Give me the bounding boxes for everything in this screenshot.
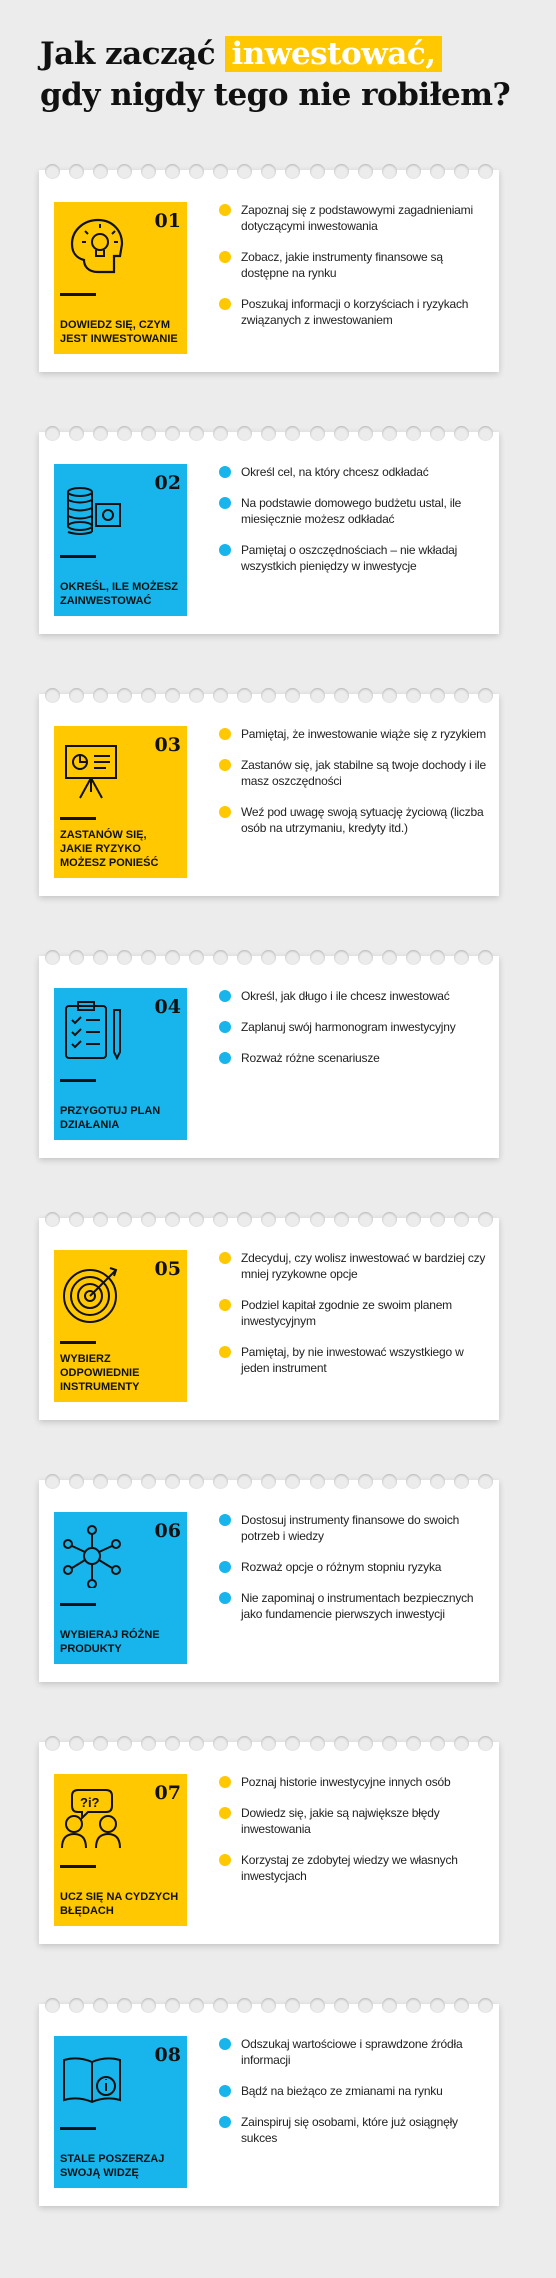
binder-hole xyxy=(285,950,300,965)
binder-hole xyxy=(334,1474,349,1489)
binder-hole xyxy=(69,1212,84,1227)
step-item-text: Korzystaj ze zdobytej wiedzy we własnych inwestycjach xyxy=(241,1853,458,1883)
binder-hole xyxy=(93,164,108,179)
binder-hole xyxy=(310,426,325,441)
step-item xyxy=(219,2036,489,2068)
binder-hole xyxy=(478,688,493,703)
step-card xyxy=(39,1742,499,1944)
binder-hole xyxy=(141,688,156,703)
step-card xyxy=(39,694,499,896)
binder-hole xyxy=(213,426,228,441)
binder-hole xyxy=(165,426,180,441)
tile-dash xyxy=(60,1603,96,1606)
binder-hole xyxy=(117,1736,132,1751)
binder-hole xyxy=(165,1736,180,1751)
binder-hole xyxy=(478,164,493,179)
binder-holes xyxy=(45,1212,493,1232)
bullet-dot xyxy=(219,1776,231,1788)
binder-hole xyxy=(213,1998,228,2013)
binder-hole xyxy=(382,426,397,441)
open-book-info-icon xyxy=(58,2046,124,2112)
binder-hole xyxy=(189,1736,204,1751)
step-card xyxy=(39,432,499,634)
step-card xyxy=(39,1480,499,1682)
binder-hole xyxy=(430,688,445,703)
binder-hole xyxy=(382,950,397,965)
step-item-text: Rozważ opcje o różnym stopniu ryzyka xyxy=(241,1560,442,1574)
binder-hole xyxy=(189,1998,204,2013)
binder-hole xyxy=(406,688,421,703)
step-label: OKREŚL, ILE MOŻESZ ZAINWESTOWAĆ xyxy=(60,581,178,607)
people-question-icon xyxy=(58,1784,124,1850)
binder-hole xyxy=(261,164,276,179)
binder-hole xyxy=(237,1998,252,2013)
bullet-dot xyxy=(219,466,231,478)
binder-hole xyxy=(478,950,493,965)
binder-hole xyxy=(117,688,132,703)
binder-hole xyxy=(261,688,276,703)
binder-hole xyxy=(237,950,252,965)
binder-holes xyxy=(45,1736,493,1756)
binder-hole xyxy=(117,1212,132,1227)
binder-hole xyxy=(45,1474,60,1489)
binder-hole xyxy=(430,426,445,441)
binder-holes xyxy=(45,1998,493,2018)
step-tile xyxy=(54,464,187,616)
binder-hole xyxy=(406,1474,421,1489)
step-item xyxy=(219,495,489,527)
step-card xyxy=(39,2004,499,2206)
step-tile xyxy=(54,2036,187,2188)
bullet-dot xyxy=(219,1854,231,1866)
step-tile xyxy=(54,1512,187,1664)
binder-hole xyxy=(93,1998,108,2013)
step-item xyxy=(219,1344,489,1376)
binder-hole xyxy=(213,950,228,965)
bullet-dot xyxy=(219,251,231,263)
step-item-text: Pamiętaj, by nie inwestować wszystkiego w jeden instrument xyxy=(241,1345,464,1375)
step-number: 07 xyxy=(154,1782,181,1804)
step-number: 04 xyxy=(154,996,181,1018)
binder-hole xyxy=(261,426,276,441)
target-arrow-icon xyxy=(58,1260,124,1326)
step-item xyxy=(219,1805,489,1837)
tile-dash xyxy=(60,1865,96,1868)
binder-hole xyxy=(189,1474,204,1489)
binder-hole xyxy=(358,1736,373,1751)
binder-hole xyxy=(285,1998,300,2013)
binder-holes xyxy=(45,426,493,446)
title-line1-text: Jak zacząć xyxy=(40,36,226,72)
binder-hole xyxy=(261,1212,276,1227)
binder-hole xyxy=(45,426,60,441)
binder-hole xyxy=(93,426,108,441)
bullet-dot xyxy=(219,1561,231,1573)
step-number: 06 xyxy=(154,1520,181,1542)
step-item xyxy=(219,804,489,836)
binder-hole xyxy=(454,1736,469,1751)
binder-hole xyxy=(213,688,228,703)
binder-hole xyxy=(69,688,84,703)
step-number: 05 xyxy=(154,1258,181,1280)
binder-hole xyxy=(310,1998,325,2013)
bullet-dot xyxy=(219,1807,231,1819)
bullet-dot xyxy=(219,204,231,216)
head-lightbulb-icon xyxy=(58,212,124,278)
step-tile xyxy=(54,202,187,354)
coins-banknote-icon xyxy=(58,474,124,540)
step-item-text: Odszukaj wartościowe i sprawdzone źródła informacji xyxy=(241,2037,463,2067)
bullet-dot xyxy=(219,298,231,310)
step-tile xyxy=(54,1250,187,1402)
binder-hole xyxy=(141,164,156,179)
step-item-text: Weź pod uwagę swoją sytuację życiową (liczba osób na utrzymaniu, kredyty itd.) xyxy=(241,805,484,835)
presentation-board-icon xyxy=(58,736,124,802)
step-label: DOWIEDZ SIĘ, CZYM JEST INWESTOWANIE xyxy=(60,319,178,345)
binder-hole xyxy=(45,1998,60,2013)
binder-hole xyxy=(45,688,60,703)
title-line2-text: gdy nigdy tego nie robiłem? xyxy=(40,77,511,113)
binder-hole xyxy=(478,1736,493,1751)
binder-hole xyxy=(358,950,373,965)
binder-hole xyxy=(69,426,84,441)
bullet-dot xyxy=(219,497,231,509)
binder-hole xyxy=(117,1474,132,1489)
step-label: WYBIERAJ RÓŻNE PRODUKTY xyxy=(60,1629,160,1655)
step-label: STALE POSZERZAJ SWOJĄ WIDZĘ xyxy=(60,2153,165,2179)
binder-hole xyxy=(454,1474,469,1489)
bullet-dot xyxy=(219,2116,231,2128)
binder-hole xyxy=(382,1736,397,1751)
binder-hole xyxy=(358,1212,373,1227)
binder-hole xyxy=(165,1998,180,2013)
binder-hole xyxy=(310,1212,325,1227)
binder-holes xyxy=(45,164,493,184)
binder-hole xyxy=(117,426,132,441)
step-label: ZASTANÓW SIĘ, JAKIE RYZYKO MOŻESZ PONIEŚĆ xyxy=(60,829,159,869)
step-item xyxy=(219,542,489,574)
step-items xyxy=(219,464,489,589)
bullet-dot xyxy=(219,544,231,556)
binder-hole xyxy=(261,1998,276,2013)
bullet-dot xyxy=(219,1021,231,1033)
tile-dash xyxy=(60,1079,96,1082)
binder-hole xyxy=(334,426,349,441)
binder-hole xyxy=(141,426,156,441)
step-card xyxy=(39,170,499,372)
bullet-dot xyxy=(219,1299,231,1311)
binder-hole xyxy=(237,164,252,179)
binder-hole xyxy=(478,426,493,441)
binder-hole xyxy=(310,688,325,703)
binder-hole xyxy=(45,1736,60,1751)
binder-hole xyxy=(430,1998,445,2013)
step-item xyxy=(219,726,489,742)
binder-hole xyxy=(406,426,421,441)
step-items xyxy=(219,726,489,851)
binder-hole xyxy=(478,1474,493,1489)
step-item xyxy=(219,296,489,328)
binder-hole xyxy=(117,164,132,179)
step-item xyxy=(219,1050,489,1066)
step-label: PRZYGOTUJ PLAN DZIAŁANIA xyxy=(60,1105,161,1131)
binder-hole xyxy=(285,1474,300,1489)
binder-hole xyxy=(285,426,300,441)
binder-hole xyxy=(285,688,300,703)
binder-hole xyxy=(430,1474,445,1489)
binder-hole xyxy=(382,164,397,179)
step-item xyxy=(219,2114,489,2146)
step-item xyxy=(219,1774,489,1790)
tile-dash xyxy=(60,1341,96,1344)
binder-hole xyxy=(358,1998,373,2013)
binder-hole xyxy=(117,1998,132,2013)
step-item-text: Zaplanuj swój harmonogram inwestycyjny xyxy=(241,1020,456,1034)
step-items xyxy=(219,1250,489,1391)
binder-hole xyxy=(45,164,60,179)
binder-hole xyxy=(189,1212,204,1227)
binder-hole xyxy=(478,1998,493,2013)
step-item-text: Określ, jak długo i ile chcesz inwestować xyxy=(241,989,450,1003)
binder-hole xyxy=(69,1736,84,1751)
binder-hole xyxy=(213,1736,228,1751)
binder-hole xyxy=(237,1212,252,1227)
bullet-dot xyxy=(219,1252,231,1264)
binder-hole xyxy=(93,950,108,965)
step-label: WYBIERZ ODPOWIEDNIE INSTRUMENTY xyxy=(60,1353,140,1393)
binder-hole xyxy=(69,164,84,179)
step-number: 01 xyxy=(154,210,181,232)
binder-hole xyxy=(334,1998,349,2013)
binder-hole xyxy=(382,1212,397,1227)
step-item xyxy=(219,464,489,480)
step-item xyxy=(219,1590,489,1622)
binder-hole xyxy=(213,164,228,179)
binder-hole xyxy=(310,1474,325,1489)
binder-hole xyxy=(237,1474,252,1489)
step-item-text: Bądź na bieżąco ze zmianami na rynku xyxy=(241,2084,443,2098)
step-item-text: Nie zapominaj o instrumentach bezpiecznych jako fundamencie pierwszych inwestycji xyxy=(241,1591,474,1621)
step-item-text: Zastanów się, jak stabilne są twoje dochody i ile masz oszczędności xyxy=(241,758,487,788)
title-highlight: inwestować, xyxy=(225,36,441,72)
step-item-text: Rozważ różne scenariusze xyxy=(241,1051,380,1065)
binder-hole xyxy=(454,426,469,441)
binder-hole xyxy=(117,950,132,965)
binder-hole xyxy=(165,164,180,179)
binder-hole xyxy=(310,1736,325,1751)
binder-hole xyxy=(141,950,156,965)
binder-hole xyxy=(430,164,445,179)
step-item xyxy=(219,1512,489,1544)
binder-hole xyxy=(406,1736,421,1751)
step-items xyxy=(219,1774,489,1899)
step-label: UCZ SIĘ NA CYDZYCH BŁĘDACH xyxy=(60,1891,179,1917)
binder-hole xyxy=(189,426,204,441)
binder-hole xyxy=(454,1212,469,1227)
tile-dash xyxy=(60,555,96,558)
binder-hole xyxy=(406,164,421,179)
binder-hole xyxy=(406,1212,421,1227)
step-item xyxy=(219,1250,489,1282)
binder-hole xyxy=(165,1474,180,1489)
step-number: 08 xyxy=(154,2044,181,2066)
step-item-text: Dostosuj instrumenty finansowe do swoich potrzeb i wiedzy xyxy=(241,1513,460,1543)
step-item xyxy=(219,1019,489,1035)
page-title xyxy=(40,34,520,116)
step-item-text: Poznaj historie inwestycyjne innych osób xyxy=(241,1775,451,1789)
binder-hole xyxy=(69,1998,84,2013)
binder-hole xyxy=(165,688,180,703)
binder-hole xyxy=(261,1474,276,1489)
binder-hole xyxy=(141,1474,156,1489)
step-item xyxy=(219,1297,489,1329)
tile-dash xyxy=(60,817,96,820)
step-item-text: Poszukaj informacji o korzyściach i ryzykach związanych z inwestowaniem xyxy=(241,297,469,327)
binder-hole xyxy=(189,164,204,179)
step-items xyxy=(219,1512,489,1637)
binder-hole xyxy=(358,688,373,703)
binder-hole xyxy=(69,1474,84,1489)
binder-hole xyxy=(334,1736,349,1751)
step-tile xyxy=(54,1774,187,1926)
binder-hole xyxy=(454,688,469,703)
step-item-text: Dowiedz się, jakie są największe błędy inwestowania xyxy=(241,1806,440,1836)
step-card xyxy=(39,1218,499,1420)
bullet-dot xyxy=(219,1592,231,1604)
binder-hole xyxy=(334,164,349,179)
binder-hole xyxy=(261,1736,276,1751)
binder-holes xyxy=(45,1474,493,1494)
step-item-text: Pamiętaj o oszczędnościach – nie wkładaj wszystkich pieniędzy w inwestycje xyxy=(241,543,458,573)
tile-dash xyxy=(60,2127,96,2130)
step-item xyxy=(219,988,489,1004)
binder-hole xyxy=(45,950,60,965)
bullet-dot xyxy=(219,990,231,1002)
binder-hole xyxy=(454,950,469,965)
step-item-text: Określ cel, na który chcesz odkładać xyxy=(241,465,429,479)
binder-hole xyxy=(93,1736,108,1751)
bullet-dot xyxy=(219,2038,231,2050)
network-nodes-icon xyxy=(58,1522,124,1588)
binder-holes xyxy=(45,950,493,970)
checklist-pen-icon xyxy=(58,998,124,1064)
step-item-text: Zdecyduj, czy wolisz inwestować w bardziej czy mniej ryzykowne opcje xyxy=(241,1251,486,1281)
binder-hole xyxy=(310,164,325,179)
binder-hole xyxy=(45,1212,60,1227)
binder-hole xyxy=(334,950,349,965)
binder-hole xyxy=(454,164,469,179)
binder-hole xyxy=(382,1474,397,1489)
binder-hole xyxy=(189,950,204,965)
binder-hole xyxy=(93,1212,108,1227)
binder-hole xyxy=(93,1474,108,1489)
binder-hole xyxy=(93,688,108,703)
binder-hole xyxy=(141,1736,156,1751)
binder-hole xyxy=(189,688,204,703)
binder-hole xyxy=(165,1212,180,1227)
step-items xyxy=(219,2036,489,2161)
bullet-dot xyxy=(219,1346,231,1358)
bullet-dot xyxy=(219,759,231,771)
step-item-text: Zobacz, jakie instrumenty finansowe są dostępne na rynku xyxy=(241,250,443,280)
step-items xyxy=(219,202,489,343)
binder-hole xyxy=(358,164,373,179)
step-item xyxy=(219,1559,489,1575)
svg-text:?i?: ?i? xyxy=(80,1795,100,1810)
step-tile xyxy=(54,988,187,1140)
binder-hole xyxy=(406,950,421,965)
step-item-text: Zainspiruj się osobami, które już osiągnęły sukces xyxy=(241,2115,458,2145)
step-number: 02 xyxy=(154,472,181,494)
binder-hole xyxy=(237,426,252,441)
binder-hole xyxy=(430,1736,445,1751)
bullet-dot xyxy=(219,2085,231,2097)
binder-hole xyxy=(213,1212,228,1227)
binder-hole xyxy=(430,950,445,965)
bullet-dot xyxy=(219,1052,231,1064)
binder-holes xyxy=(45,688,493,708)
step-item xyxy=(219,249,489,281)
step-item xyxy=(219,202,489,234)
step-item-text: Podziel kapitał zgodnie ze swoim planem inwestycyjnym xyxy=(241,1298,452,1328)
binder-hole xyxy=(430,1212,445,1227)
binder-hole xyxy=(358,426,373,441)
binder-hole xyxy=(261,950,276,965)
binder-hole xyxy=(334,1212,349,1227)
binder-hole xyxy=(285,164,300,179)
binder-hole xyxy=(69,950,84,965)
binder-hole xyxy=(141,1212,156,1227)
step-card xyxy=(39,956,499,1158)
bullet-dot xyxy=(219,728,231,740)
step-tile xyxy=(54,726,187,878)
bullet-dot xyxy=(219,806,231,818)
step-item xyxy=(219,2083,489,2099)
binder-hole xyxy=(454,1998,469,2013)
step-item xyxy=(219,1852,489,1884)
binder-hole xyxy=(165,950,180,965)
binder-hole xyxy=(406,1998,421,2013)
binder-hole xyxy=(358,1474,373,1489)
step-item-text: Zapoznaj się z podstawowymi zagadnieniami dotyczącymi inwestowania xyxy=(241,203,473,233)
binder-hole xyxy=(310,950,325,965)
binder-hole xyxy=(382,688,397,703)
binder-hole xyxy=(141,1998,156,2013)
binder-hole xyxy=(237,688,252,703)
binder-hole xyxy=(478,1212,493,1227)
binder-hole xyxy=(285,1736,300,1751)
binder-hole xyxy=(285,1212,300,1227)
bullet-dot xyxy=(219,1514,231,1526)
step-number: 03 xyxy=(154,734,181,756)
step-item-text: Na podstawie domowego budżetu ustal, ile miesięcznie możesz odkładać xyxy=(241,496,462,526)
binder-hole xyxy=(334,688,349,703)
step-item xyxy=(219,757,489,789)
binder-hole xyxy=(237,1736,252,1751)
binder-hole xyxy=(213,1474,228,1489)
tile-dash xyxy=(60,293,96,296)
step-item-text: Pamiętaj, że inwestowanie wiąże się z ryzykiem xyxy=(241,727,486,741)
binder-hole xyxy=(382,1998,397,2013)
step-items xyxy=(219,988,489,1081)
